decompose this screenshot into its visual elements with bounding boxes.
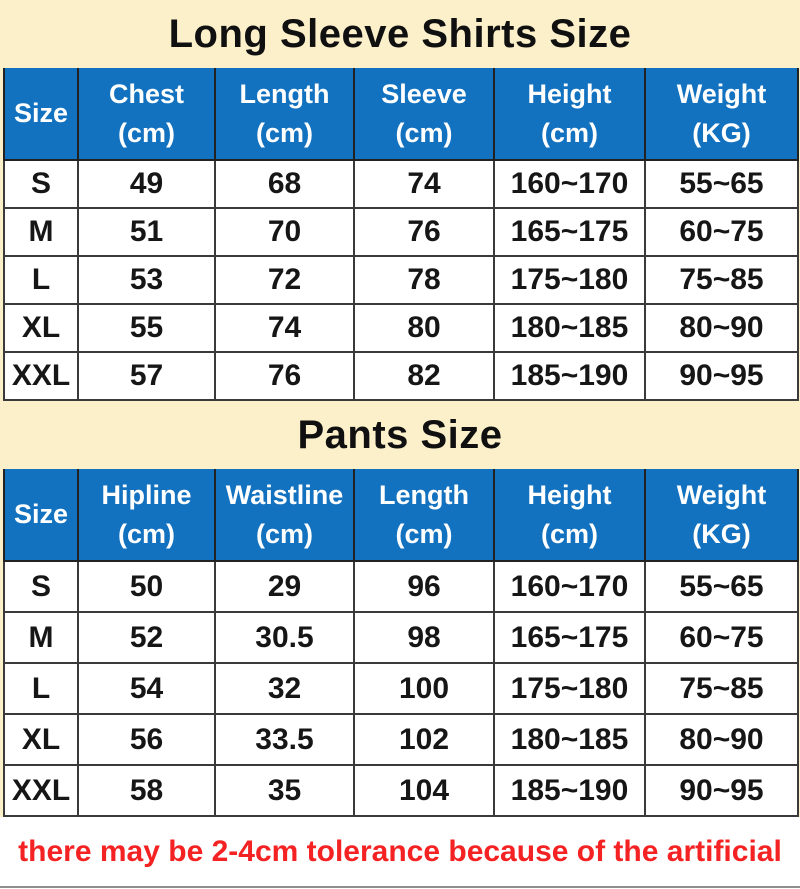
table-cell: 185~190 — [494, 765, 645, 816]
tolerance-note — [0, 817, 800, 886]
row-size-label: L — [4, 256, 78, 304]
header-unit: (KG) — [692, 117, 751, 148]
table-cell: 160~170 — [494, 160, 645, 208]
table-cell: 180~185 — [494, 714, 645, 765]
column-header-length — [354, 469, 494, 561]
table-cell: 102 — [354, 714, 494, 765]
table-row — [4, 663, 798, 714]
row-size-label: XXL — [4, 352, 78, 400]
tolerance-note-text: there may be 2-4cm tolerance because of the artificial — [18, 834, 782, 868]
table-cell: 96 — [354, 561, 494, 612]
table-cell: 175~180 — [494, 256, 645, 304]
row-size-label: XL — [4, 714, 78, 765]
column-header-sleeve — [354, 68, 494, 160]
column-header-weight — [645, 68, 798, 160]
table-row — [4, 208, 798, 256]
pants-header-row — [4, 469, 798, 561]
table-cell: 55~65 — [645, 561, 798, 612]
table-cell: 74 — [215, 304, 354, 352]
table-cell: 60~75 — [645, 612, 798, 663]
pants-size-table — [3, 469, 799, 817]
table-row — [4, 352, 798, 400]
table-row — [4, 714, 798, 765]
table-cell: 55~65 — [645, 160, 798, 208]
row-size-label: XXL — [4, 765, 78, 816]
table-cell: 68 — [215, 160, 354, 208]
table-cell: 90~95 — [645, 352, 798, 400]
row-size-label: S — [4, 160, 78, 208]
table-cell: 76 — [354, 208, 494, 256]
row-size-label: XL — [4, 304, 78, 352]
shirt-size-title: Long Sleeve Shirts Size — [168, 11, 632, 56]
table-cell: 56 — [78, 714, 215, 765]
pants-size-title: Pants Size — [297, 412, 503, 457]
table-cell: 104 — [354, 765, 494, 816]
shirt-size-table — [3, 68, 799, 401]
table-cell: 51 — [78, 208, 215, 256]
header-label: Size — [13, 499, 69, 529]
header-unit: (cm) — [395, 518, 453, 549]
header-unit: (KG) — [692, 518, 751, 549]
table-cell: 82 — [354, 352, 494, 400]
table-row — [4, 561, 798, 612]
header-label: Chest — [108, 78, 184, 109]
table-cell: 60~75 — [645, 208, 798, 256]
table-row — [4, 160, 798, 208]
table-cell: 98 — [354, 612, 494, 663]
column-header-waistline — [215, 469, 354, 561]
table-cell: 80~90 — [645, 714, 798, 765]
header-label: Size — [13, 98, 69, 128]
table-cell: 35 — [215, 765, 354, 816]
header-label: Waistline — [225, 479, 344, 510]
pants-size-banner — [0, 401, 800, 469]
table-cell: 72 — [215, 256, 354, 304]
header-unit: (cm) — [395, 117, 453, 148]
table-cell: 49 — [78, 160, 215, 208]
table-cell: 33.5 — [215, 714, 354, 765]
column-header-height — [494, 68, 645, 160]
table-cell: 100 — [354, 663, 494, 714]
header-label: Height — [527, 78, 612, 109]
table-cell: 30.5 — [215, 612, 354, 663]
header-unit: (cm) — [117, 117, 175, 148]
table-cell: 57 — [78, 352, 215, 400]
column-header-hipline — [78, 469, 215, 561]
table-cell: 90~95 — [645, 765, 798, 816]
table-row — [4, 765, 798, 816]
table-row — [4, 256, 798, 304]
table-cell: 32 — [215, 663, 354, 714]
header-label: Height — [527, 479, 612, 510]
header-unit: (cm) — [255, 117, 313, 148]
table-cell: 165~175 — [494, 208, 645, 256]
table-cell: 165~175 — [494, 612, 645, 663]
table-cell: 78 — [354, 256, 494, 304]
header-label: Sleeve — [381, 78, 467, 109]
header-unit: (cm) — [117, 518, 175, 549]
table-cell: 58 — [78, 765, 215, 816]
table-cell: 70 — [215, 208, 354, 256]
header-unit: (cm) — [540, 518, 598, 549]
row-size-label: M — [4, 612, 78, 663]
header-label: Hipline — [101, 479, 192, 510]
column-header-weight — [645, 469, 798, 561]
header-label: Weight — [676, 479, 767, 510]
table-cell: 75~85 — [645, 256, 798, 304]
shirt-header-row — [4, 68, 798, 160]
table-cell: 175~180 — [494, 663, 645, 714]
shirt-size-banner — [0, 0, 800, 68]
row-size-label: S — [4, 561, 78, 612]
header-unit: (cm) — [255, 518, 313, 549]
column-header-chest — [78, 68, 215, 160]
header-label: Weight — [676, 78, 767, 109]
table-cell: 54 — [78, 663, 215, 714]
table-cell: 50 — [78, 561, 215, 612]
table-row — [4, 304, 798, 352]
table-cell: 29 — [215, 561, 354, 612]
table-cell: 80~90 — [645, 304, 798, 352]
table-row — [4, 612, 798, 663]
header-label: Length — [239, 78, 330, 109]
row-size-label: L — [4, 663, 78, 714]
table-cell: 53 — [78, 256, 215, 304]
header-label: Length — [379, 479, 469, 510]
table-cell: 185~190 — [494, 352, 645, 400]
table-cell: 80 — [354, 304, 494, 352]
column-header-height — [494, 469, 645, 561]
column-header-length — [215, 68, 354, 160]
column-header-size — [4, 469, 78, 561]
table-cell: 76 — [215, 352, 354, 400]
header-unit: (cm) — [540, 117, 598, 148]
row-size-label: M — [4, 208, 78, 256]
table-cell: 75~85 — [645, 663, 798, 714]
table-cell: 55 — [78, 304, 215, 352]
table-cell: 52 — [78, 612, 215, 663]
table-cell: 74 — [354, 160, 494, 208]
table-cell: 180~185 — [494, 304, 645, 352]
column-header-size — [4, 68, 78, 160]
table-cell: 160~170 — [494, 561, 645, 612]
